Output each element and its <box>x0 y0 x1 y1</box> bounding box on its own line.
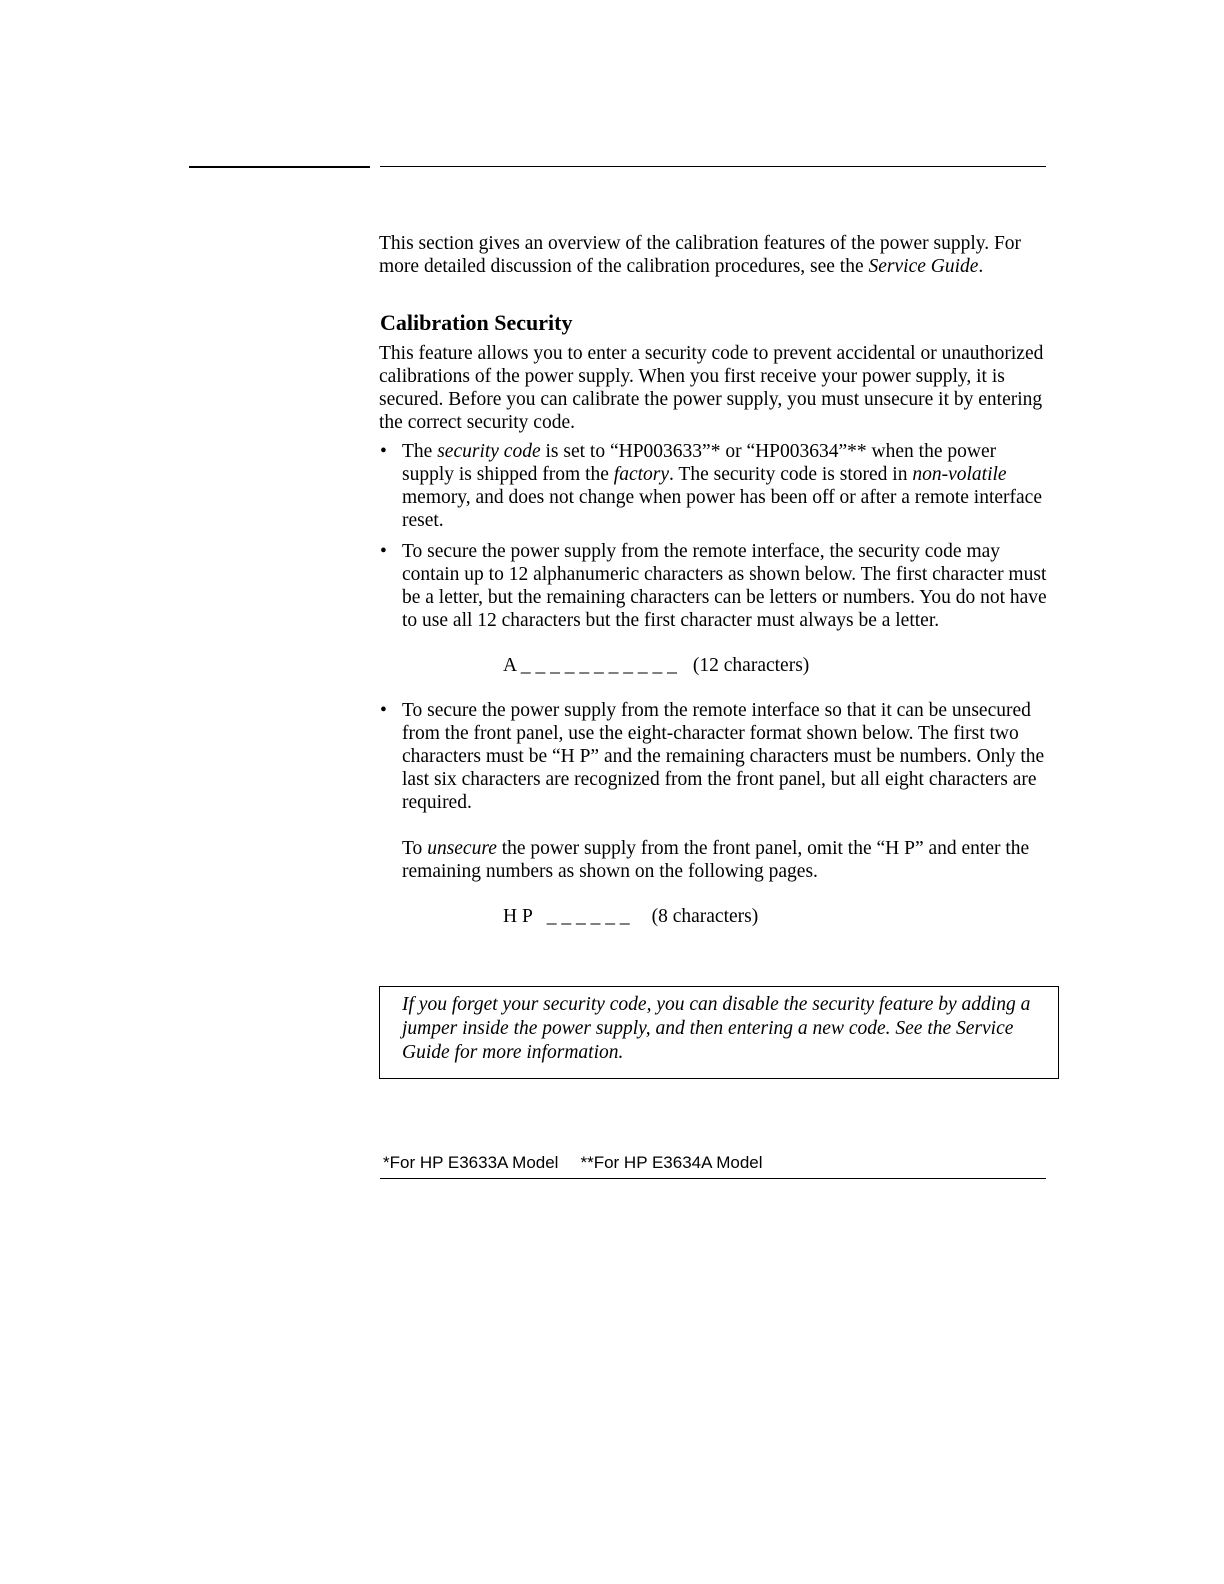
format-8-pattern: H P _ _ _ _ _ _ <box>503 906 630 927</box>
intro-text: This section gives an overview of the calibration features of the power supply. For more detailed discussion of the calibration procedures, see the <box>379 233 1022 277</box>
format-12-count: (12 characters) <box>692 655 810 676</box>
bullet1-italic-security-code: security code <box>437 441 541 462</box>
format-12-char <box>503 654 1047 677</box>
bullet1-text-3: . The security code is stored in <box>669 464 913 485</box>
intro-end: . <box>978 256 984 277</box>
bullet-item-remote-secure <box>379 540 1047 677</box>
bullet-item-security-code <box>379 440 1047 532</box>
bullet1-italic-factory: factory <box>613 464 670 485</box>
bullet2-text: To secure the power supply from the remote interface, the security code may contain up to 12 alphanumeric characters as shown below. The first character must be a letter, but the remaining characters can be letters or numbers. You do not have to use all 12 characters but the first character must always be a letter. <box>402 541 1047 631</box>
section-paragraph: This feature allows you to enter a security code to prevent accidental or unauthorized calibrations of the power supply. When you first receive your power supply, it is secured. Before you can calibrate the power supply, you must unsecure it by entering the correct security code. <box>379 343 1044 433</box>
bullet3-italic-unsecure: unsecure <box>427 838 497 859</box>
bullet3-subparagraph <box>402 837 1047 883</box>
bullet3-sub-text-2: the power supply from the front panel, omit the “H P” and enter the remaining numbers as shown on the following pages. <box>402 838 1030 882</box>
footer-rule <box>380 1178 1046 1179</box>
bullet1-text-2: is set to “HP003633”* or “HP003634”** when the power supply is shipped from the <box>402 441 997 485</box>
section-heading: Calibration Security <box>380 310 573 335</box>
bullet-item-front-panel <box>379 699 1047 928</box>
note-box <box>379 986 1059 1079</box>
bullet-icon: • <box>380 541 387 562</box>
intro-paragraph <box>379 232 1047 278</box>
bullet-list <box>379 440 1047 928</box>
bullet-icon: • <box>380 441 387 462</box>
bullet1-italic-non-volatile: non-volatile <box>912 464 1007 485</box>
note-text: If you forget your security code, you can disable the security feature by adding a jumper inside the power supply, and then entering a new code. See the Service Guide for more information. <box>402 994 1031 1063</box>
bullet1-text-1: The <box>402 441 438 462</box>
footnote-e3634a: **For HP E3634A Model <box>580 1153 763 1172</box>
page-content <box>379 232 1047 928</box>
bullet-icon: • <box>380 700 387 721</box>
format-8-char <box>503 905 1047 928</box>
bullet3-sub-text-1: To <box>402 838 428 859</box>
intro-service-guide: Service Guide <box>868 256 979 277</box>
format-8-count: (8 characters) <box>651 906 759 927</box>
bullet1-text-4: memory, and does not change when power has been off or after a remote interface reset. <box>402 487 1042 531</box>
footnotes <box>383 1153 763 1173</box>
format-12-pattern: A _ _ _ _ _ _ _ _ _ _ _ <box>503 655 677 676</box>
header-rule-left <box>189 166 370 168</box>
footnote-e3633a: *For HP E3633A Model <box>383 1153 559 1172</box>
header-rule-right <box>380 166 1046 167</box>
bullet3-text: To secure the power supply from the remote interface so that it can be unsecured from the front panel, use the eight-character format shown below. The first two characters must be “H P” and the remaining characters must be numbers. Only the last six characters are recognized from the front panel, but all eight characters are required. <box>402 700 1045 813</box>
